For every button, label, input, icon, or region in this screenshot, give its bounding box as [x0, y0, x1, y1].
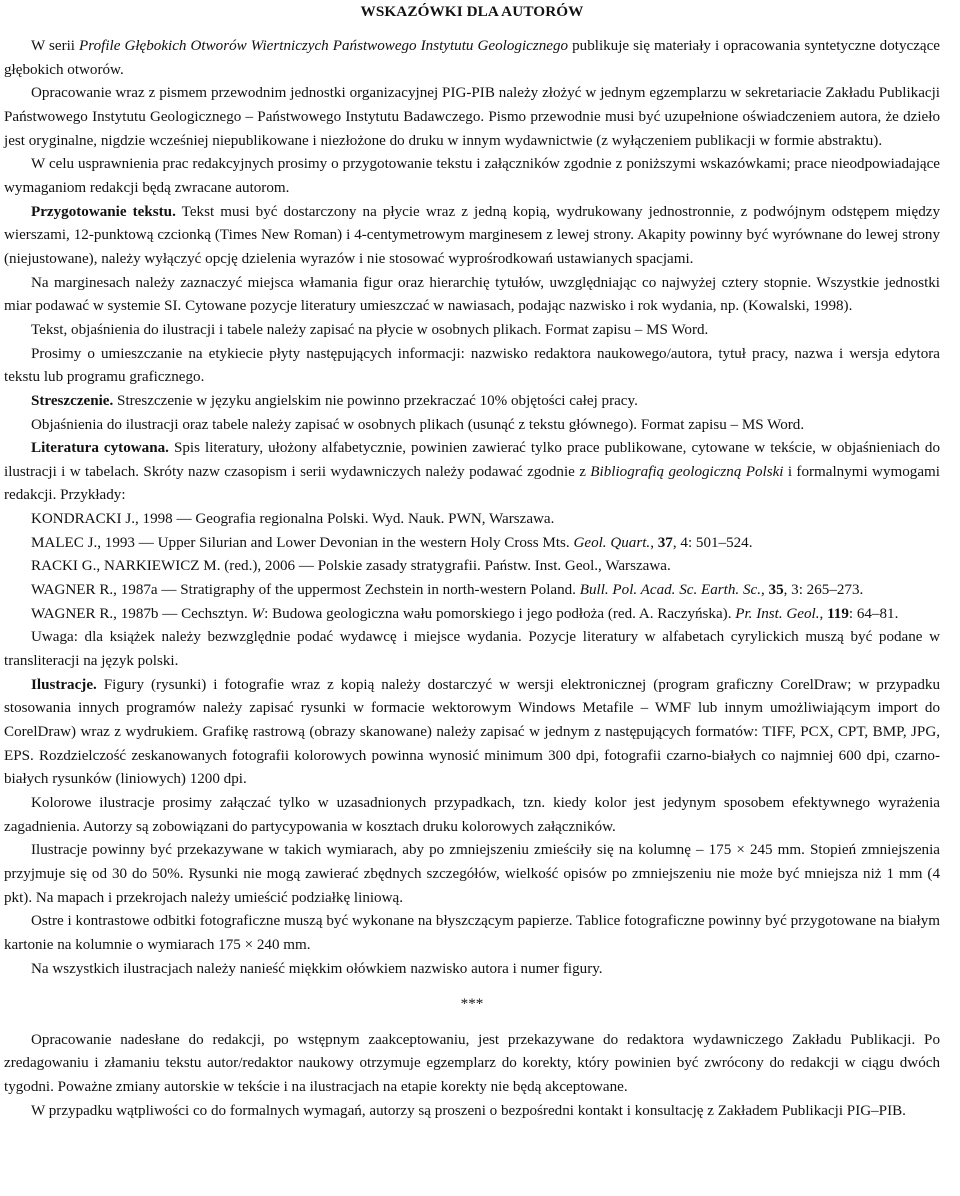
reference-item: MALEC J., 1993 — Upper Silurian and Lower Devonian in the western Holy Cross Mts. Geol. Quart., 37, 4: 501–524. — [31, 534, 753, 551]
paragraph-pencil: Na wszystkich ilustracjach należy nanieść miękkim ołówkiem nazwisko autora i numer figury. — [31, 960, 603, 977]
paragraph-note: Uwaga: dla książek należy bezwzględnie podać wydawcę i miejsce wydania. Pozycje literatury w alfabetach cyrylickich muszą być podane w transliteracji na język polski. — [4, 629, 940, 670]
document-body — [4, 35, 940, 1123]
paragraph-margins: Na marginesach należy zaznaczyć miejsca włamania figur oraz hierarchię tytułów, uwzględniając co najwyżej cztery stopnie. Wszystkie jednostki miar podawać w systemie SI. Cytowane pozycje literatury umieszczać w nawiasach, podając nazwisko i rok wydania, np. (Kowalski, 1998). — [4, 274, 940, 315]
paragraph-intro: W serii Profile Głębokich Otworów Wiertniczych Państwowego Instytutu Geologicznego publikuje się materiały i opracowania syntetyczne dotyczące głębokich otworów. — [4, 38, 940, 78]
paragraph-abstract: Streszczenie. Streszczenie w języku angielskim nie powinno przekraczać 10% objętości całej pracy. — [31, 392, 638, 409]
page-title: WSKAZÓWKI DLA AUTORÓW — [360, 3, 584, 20]
section-heading-text-preparation: Przygotowanie tekstu. — [31, 203, 176, 220]
paragraph-photos: Ostre i kontrastowe odbitki fotograficzne muszą być wykonane na błyszczącym papierze. Tablice fotograficzne powinny być przygotowane na białym kartonie na kolumnie o wymiarach 175 × 240 mm. — [4, 913, 940, 953]
paragraph-illustrations: Ilustracje. Figury (rysunki) i fotografie wraz z kopią należy dostarczyć w wersji elektronicznej (program graficzny CorelDraw; w przypadku stosowania innych programów należy zapisać rysunki w formacie wektorowym Windows Metafile – WMF lub innym umożliwiającym import do CorelDraw) wraz z wydrukiem. Grafikę rastrową (obrazy skanowane) należy zapisać w jednym z następujących formatów: TIFF, PCX, CPT, BMP, JPG, EPS. Rozdzielczość zeskanowanych fotografii kolorowych powinna wynosić minimum 300 dpi, fotografii czarno-białych co najmniej 600 dpi, czarno-białych rysunków (liniowych) 1200 dpi. — [4, 676, 940, 788]
reference-item: WAGNER R., 1987a — Stratigraphy of the uppermost Zechstein in north-western Poland. Bull. Pol. Acad. Sc. Earth. Sc., 35, 3: 265–273. — [31, 582, 864, 599]
paragraph-references: Literatura cytowana. Spis literatury, ułożony alfabetycznie, powinien zawierać tylko prace publikowane, cytowane w tekście, w objaśnieniach do ilustracji i w tabelach. Skróty nazw czasopism i serii wydawniczych należy podawać zgodnie z Bibliografią geologiczną Polski i formalnymi wymogami redakcji. Przykłady: — [4, 440, 940, 504]
paragraph-submission: Opracowanie wraz z pismem przewodnim jednostki organizacyjnej PIG-PIB należy złożyć w jednym egzemplarzu w sekretariacie Zakładu Publikacji Państwowego Instytutu Geologicznego – Państwowego Instytutu Badawczego. Pismo przewodnie musi być uzupełnione oświadczeniem autora, że dzieło jest oryginalne, nigdzie wcześniej niepublikowane i niezłożone do druku w innym wydawnictwie (z wyłączeniem publikacji w formie abstraktu). — [4, 85, 940, 149]
paragraph-captions: Objaśnienia do ilustracji oraz tabele należy zapisać w osobnych plikach (usunąć z tekstu głównego). Format zapisu – MS Word. — [31, 416, 805, 433]
paragraph-files: Tekst, objaśnienia do ilustracji i tabele należy zapisać na płycie w osobnych plikach. Format zapisu – MS Word. — [31, 321, 709, 338]
paragraph-contact: W przypadku wątpliwości co do formalnych wymagań, autorzy są proszeni o bezpośredni kontakt i konsultację z Zakładem Publikacji PIG–PIB. — [31, 1102, 906, 1119]
paragraph-editorial: W celu usprawnienia prac redakcyjnych prosimy o przygotowanie tekstu i załączników zgodnie z poniższymi wskazówkami; prace nieodpowiadające wymaganiom redakcji będą zwracane autorom. — [4, 156, 940, 196]
paragraph-color: Kolorowe ilustracje prosimy załączać tylko w uzasadnionych przypadkach, tzn. kiedy kolor jest jedynym sposobem efektywnego wyrażenia zagadnienia. Autorzy są zobowiązani do partycypowania w kosztach druku kolorowych załączników. — [4, 795, 940, 835]
reference-item: RACKI G., NARKIEWICZ M. (red.), 2006 — Polskie zasady stratygrafii. Państw. Inst. Geol., Warszawa. — [31, 558, 671, 575]
section-separator: *** — [460, 996, 484, 1013]
section-heading-references: Literatura cytowana. — [31, 440, 169, 457]
title-gap — [4, 25, 940, 35]
paragraph-proofs: Opracowanie nadesłane do redakcji, po wstępnym zaakceptowaniu, jest przekazywane do redaktora wydawniczego Zakładu Publikacji. Po zredagowaniu i złamaniu tekstu autor/redaktor naukowy otrzymuje egzemplarz do korekty, który powinien być zwrócony do redakcji w ciągu dwóch tygodni. Poważne zmiany autorskie w tekście i na ilustracjach na etapie korekty nie będą akceptowane. — [4, 1031, 940, 1095]
section-heading-illustrations: Ilustracje. — [31, 676, 97, 693]
series-name: Profile Głębokich Otworów Wiertniczych Państwowego Instytutu Geologicznego — [79, 38, 569, 54]
section-heading-abstract: Streszczenie. — [31, 392, 114, 409]
reference-item: KONDRACKI J., 1998 — Geografia regionalna Polski. Wyd. Nauk. PWN, Warszawa. — [31, 511, 555, 528]
paragraph-label: Prosimy o umieszczanie na etykiecie płyty następujących informacji: nazwisko redaktora naukowego/autora, tytuł pracy, nazwa i wersja edytora tekstu lub programu graficznego. — [4, 345, 940, 386]
paragraph-text-preparation: Przygotowanie tekstu. Tekst musi być dostarczony na płycie wraz z jedną kopią, wydrukowany jednostronnie, z podwójnym odstępem między wierszami, 12-punktową czcionką (Times New Roman) i 4-centymetrowym marginesem z lewej strony. Akapity powinny być wyrównane do lewej strony (niejustowane), należy wyłączyć opcję dzielenia wyrazów i nie stosować wyprośrodkowań ustawianych spacjami. — [4, 203, 940, 267]
paragraph-dimensions: Ilustracje powinny być przekazywane w takich wymiarach, aby po zmniejszeniu zmieściły się na kolumnę – 175 × 245 mm. Stopień zmniejszenia przyjmuje się od 30 do 50%. Rysunki nie mogą zawierać zbędnych szczegółów, wielkość opisów po zmniejszeniu nie może być mniejsza niż 1 mm (4 pkt). Na mapach i przekrojach należy umieścić podziałkę liniową. — [4, 842, 940, 906]
reference-item: WAGNER R., 1987b — Cechsztyn. W: Budowa geologiczna wału pomorskiego i jego podłoża (red. A. Raczyńska). Pr. Inst. Geol., 119: 64–81. — [31, 605, 899, 622]
